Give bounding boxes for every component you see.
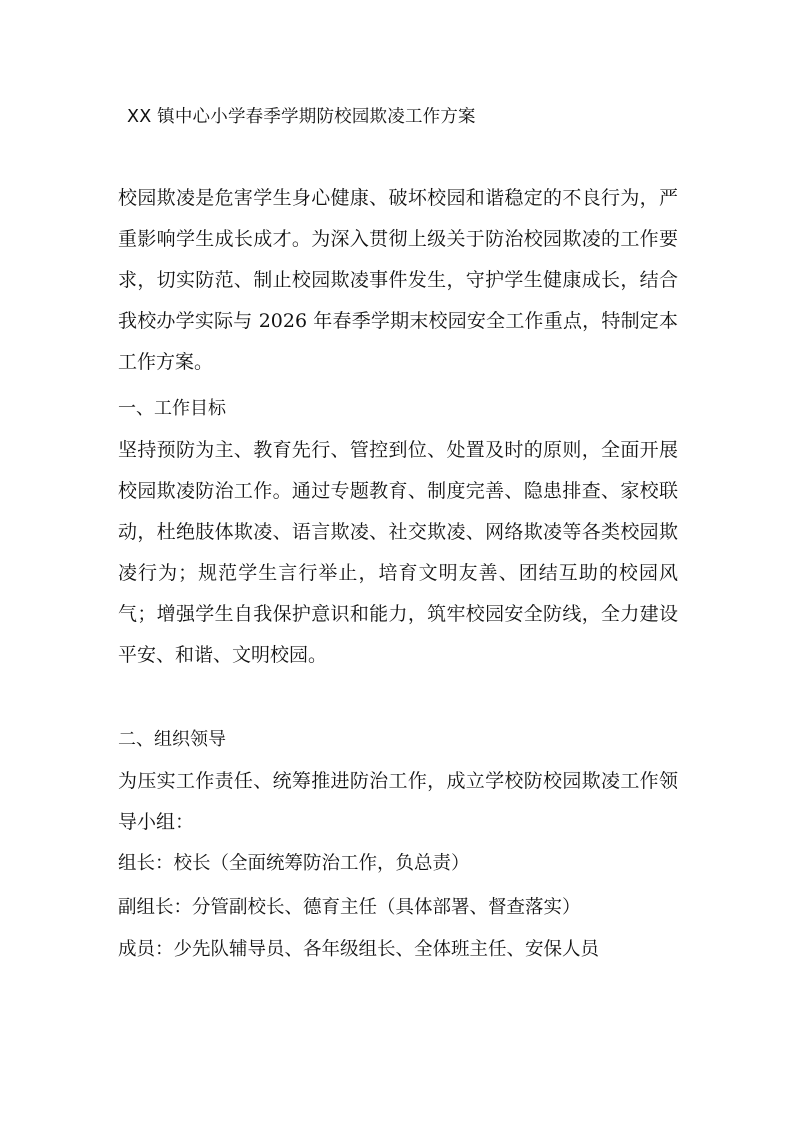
- section-body-organization: 为压实工作责任、统筹推进防治工作，成立学校防校园欺凌工作领导小组：: [118, 770, 678, 833]
- section-heading-goals: 一、工作目标: [118, 398, 226, 419]
- section-body-goals: 坚持预防为主、教育先行、管控到位、处置及时的原则，全面开展校园欺凌防治工作。通过专题教育、制度完善、隐患排查、家校联动，杜绝肢体欺凌、语言欺凌、社交欺凌、网络欺凌等各类校园欺凌行为；规范学生言行举止，培育文明友善、团结互助的校园风气；增强学生自我保护意识和能力，筑牢校园安全防线，全力建设平安、和谐、文明校园。: [118, 439, 678, 666]
- member-line-members: 成员：少先队辅导员、各年级组长、全体班主任、安保人员: [118, 939, 600, 960]
- member-line-deputy-leader: 副组长：分管副校长、德育主任（具体部署、督查落实）: [118, 897, 581, 918]
- member-line-leader: 组长：校长（全面统筹防治工作，负总责）: [118, 853, 470, 874]
- document-title: XX 镇中心小学春季学期防校园欺凌工作方案: [127, 107, 476, 127]
- section-heading-organization: 二、组织领导: [118, 729, 226, 750]
- intro-paragraph: 校园欺凌是危害学生身心健康、破坏校园和谐稳定的不良行为，严重影响学生成长成才。为深入贯彻上级关于防治校园欺凌的工作要求，切实防范、制止校园欺凌事件发生，守护学生健康成长，结合我校办学实际与 2026 年春季学期末校园安全工作重点，特制定本工作方案。: [118, 187, 678, 373]
